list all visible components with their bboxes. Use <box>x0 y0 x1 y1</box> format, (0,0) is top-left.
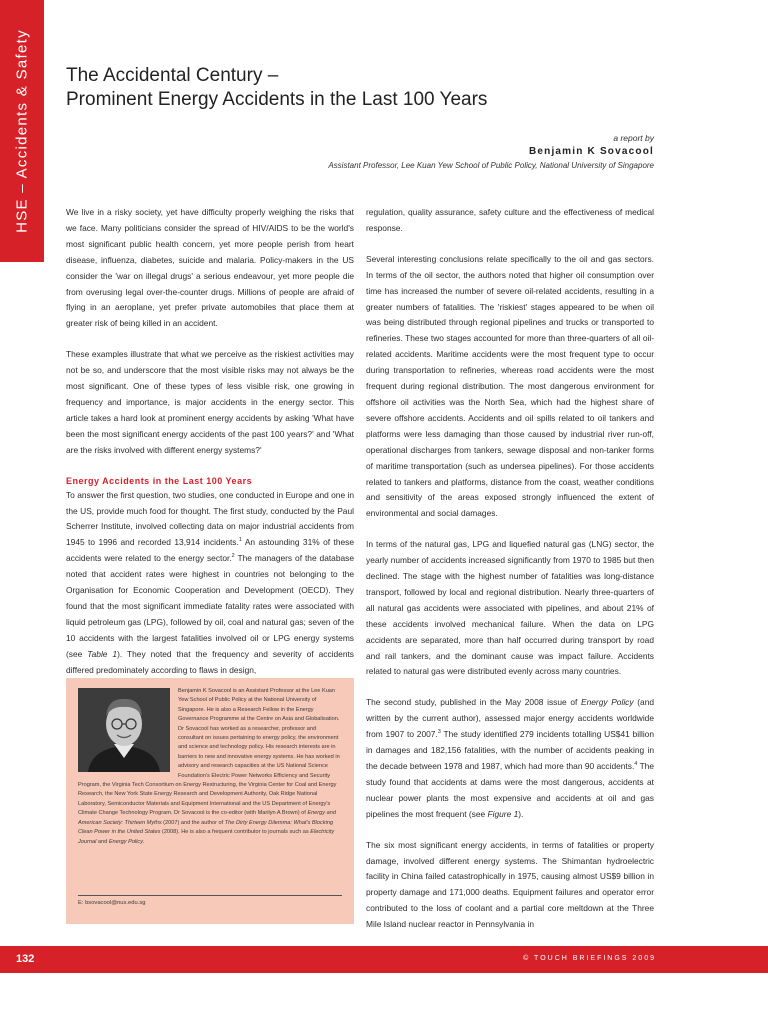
left-column <box>66 205 354 675</box>
page-number: 132 <box>16 953 35 965</box>
footnote-ref: 2 <box>231 553 235 560</box>
book-title: Energy and American Society: Thirteen Myths <box>78 810 336 826</box>
author-bio: Benjamin K Sovacool is an Assistant Professor at the Lee Kuan Yew School of Public Policy at the National University of Singapore. He is also a Research Fellow in the Energy Governance Programme at the Centre on Asia and Globalisation. Dr Sovacool has worked as a researcher, professor and consultant on issues pertaining to energy policy, the environment and science and technology policy. His research interests are in barriers to new and innovative energy systems. He has worked in advisory and research capacities at the US National Science Foundation's Electric Power Networks Efficiency and Security Program, the Virginia Tech Consortium on Energy Restructuring, the Virginia Center for Coal and Energy Research, the New York State Energy Research and Development Authority, Oak Ridge National Laboratory, Semiconductor Materials and Equipment International and the US Department of Energy's Climate Change Technology Program. Dr Sovacool is the co-editor (with Marilyn A Brown) of Energy and American Society: Thirteen Myths (2007) and the author of The Dirty Energy Dilemma: What's Blocking Clean Power in the United States (2008). He is also a frequent contributor to journals such as Electricity Journal and Energy Policy. <box>78 688 340 845</box>
journal-title: Energy Policy <box>581 697 634 708</box>
section-tab-label: HSE – Accidents & Safety <box>13 29 31 233</box>
title-line-1: The Accidental Century – <box>66 65 279 86</box>
author-email: E: bsovacool@nus.edu.sg <box>78 900 146 906</box>
journal-title: Energy Policy <box>108 838 144 845</box>
title-line-2: Prominent Energy Accidents in the Last 100 Years <box>66 89 488 110</box>
byline <box>328 133 654 173</box>
article-title <box>66 64 487 112</box>
book-title: The Dirty Energy Dilemma: What's Blocking Clean Power in the United States <box>78 819 334 836</box>
footnote-ref: 1 <box>238 537 242 544</box>
journal-title: Electricity Journal <box>78 829 335 845</box>
paragraph: In terms of the natural gas, LPG and liquefied natural gas (LNG) sector, the yearly number of accidents increased significantly from 1970 to 1985 but then declined. The stage with the highest number of fatalities was long-distance transport, followed by local and regional distribution. Nearly three-quarters of all natural gas accidents were associated with pipelines, and about 21% of these accidents involved mechanical failure. When the data on LPG accidents are separated, more than half occurred during transport by road and rail tankers, and the dominant cause was impact failure. Accidents related to natural gas were distributed evenly across many countries. <box>366 539 654 677</box>
footer-bar <box>0 946 768 973</box>
section-tab <box>0 0 44 262</box>
byline-prefix: a report by <box>613 133 654 143</box>
paragraph: The six most significant energy accidents, in terms of fatalities or property damage, involved different energy systems. The Shimantan hydroelectric facility in China failed catastrophically in 1975, causing almost US$9 billion in property damage and 171,000 deaths. Equipment failures and operator error contributed to the loss of coolant and a partial core meltdown at the Three Mile Island nuclear reactor in Pennsylvania in <box>366 839 654 930</box>
paragraph: Several interesting conclusions relate specifically to the oil and gas sectors. In terms of the oil sector, the authors noted that higher oil consumption over time has increased the number of severe oil-related accidents, resulting in a greater numbers of fatalities. The 'riskiest' stages appeared to be when oil was being distributed through regional pipelines and trucks or transported to refineries. These two stages accounted for more than three-quarters of all oil-related accidents. Maritime accidents were the most frequent type to occur during transportation to refineries, whereas road accidents were the most frequent during regional distribution. The most dangerous environment for offshore oil activities was the North Sea, which had the highest share of severe offshore accidents. Accidents and oil spills related to oil tankers and platforms were less damaging than those caused by industrial river run-off, operational discharges from tankers, sewage disposal and non-tanker forms of maritime transportation (such as undersea pipelines). For those accidents related to tankers and platforms, distance from the coast, weather conditions and sensitivity of the areas exposed strongly influenced the extent of environmental and social damages. <box>366 253 654 519</box>
publisher-credit: © TOUCH BRIEFINGS 2009 <box>523 955 656 962</box>
divider <box>78 895 342 896</box>
section-heading: Energy Accidents in the Last 100 Years <box>66 475 253 486</box>
footnote-ref: 3 <box>437 729 441 736</box>
author-bio-box <box>66 678 354 924</box>
paragraph: The second study, published in the May 2008 issue of Energy Policy (and written by the current author), assessed major energy accidents worldwide from 1907 to 2007.$^3$ The study identified 279 incidents totalling US$41 billion in damages and 182,156 fatalities, with the number of accidents peaking in the decade between 1978 and 1987, which had more than 90 accidents.$^4$ The study found that accidents at dams were the most dangerous, accidents at nuclear power plants the most expensive and accidents at oil and gas pipelines the most frequent (see Figure 1). <box>366 697 654 819</box>
paragraph: We live in a risky society, yet have difficulty properly weighing the risks that we face. Many politicians consider the spread of HIV/AIDS to be the world's most significant public health concern, yet more people perish from heart disease, influenza, diabetes, suicide and malaria. Policy-makers in the US consider the 'war on illegal drugs' a serious endeavour, yet more people die from overusing legal over-the-counter drugs. Millions of people are afraid of flying in an aeroplane, yet prefer private automobiles that place them at greater risk of being killed in an accident. <box>66 207 354 329</box>
author-affiliation: Assistant Professor, Lee Kuan Yew School of Public Policy, National University of Singapore <box>328 161 654 170</box>
paragraph: To answer the first question, two studies, one conducted in Europe and one in the US, provide much food for thought. The first study, conducted by the Paul Scherrer Institute, involved collecting data on major industrial accidents from 1945 to 1996 and recorded 13,914 incidents.$^1$ An astounding 31% of these accidents were related to the energy sector.$^2$ The managers of the database noted that accident rates were highest in countries not belonging to the Organisation for Economic Cooperation and Development (OECD). They found that the most significant immediate fatality rates were associated with liquid petroleum gas (LPG), followed by oil, coal and natural gas; seven of the 10 accidents with the largest fatalities involved oil or LPG energy systems (see Table 1). They noted that the frequency and severity of accidents differed predominately according to flaws in design, <box>66 489 354 675</box>
figure-reference: Figure 1 <box>487 808 519 819</box>
paragraph: These examples illustrate that what we perceive as the riskiest activities may not be so, and underscore that the most visible risks may not always be the most significant. One of these types of less visible risk, one growing in frequency and importance, is major accidents in the energy sector. This article takes a hard look at prominent energy accidents by asking 'What have been the most significant energy accidents of the past 100 years?' and 'What are the risks involved with different energy systems?' <box>66 349 354 455</box>
footnote-ref: 4 <box>634 761 638 768</box>
table-reference: Table 1 <box>87 648 118 659</box>
paragraph: regulation, quality assurance, safety culture and the effectiveness of medical response. <box>366 207 654 233</box>
right-column <box>366 205 654 935</box>
author-name: Benjamin K Sovacool <box>528 146 654 157</box>
